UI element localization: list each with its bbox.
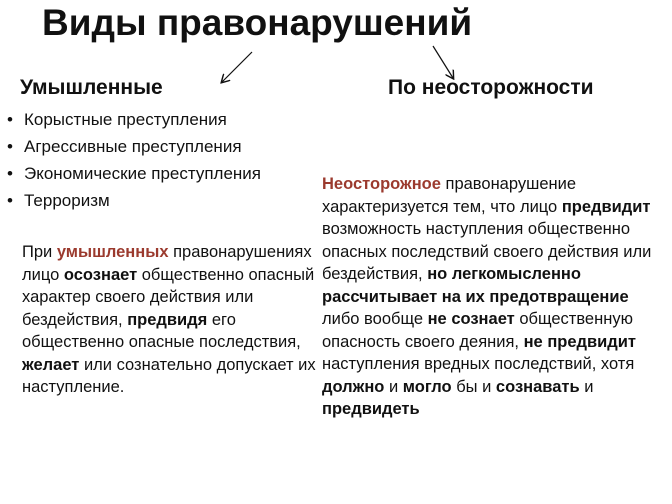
emphasis: должно — [322, 377, 385, 396]
emphasis: могло — [402, 377, 452, 396]
text: наступления вредных последствий, хотя — [322, 355, 635, 373]
emphasis: не сознает — [427, 310, 515, 328]
emphasis: предвидя — [127, 310, 208, 329]
text: правонарушениях лицо — [22, 243, 312, 284]
text: и — [579, 377, 594, 396]
text: бы и — [451, 377, 496, 396]
text: и — [384, 377, 403, 396]
emphasis: не предвидит — [523, 332, 636, 351]
term-negligent: Неосторожное — [322, 175, 441, 193]
arrow-left-icon — [222, 52, 252, 82]
text: его общественно опасные последствия, — [22, 310, 301, 351]
emphasis: предвидит — [561, 197, 651, 216]
intentional-definition — [22, 241, 322, 399]
text: правонарушение характеризуется тем, что лицо — [322, 175, 577, 216]
emphasis: но легкомысленно рассчитывает на их предотвращение — [322, 265, 629, 306]
term-intentional: умышленных — [56, 243, 169, 261]
text: возможность наступления общественно опасных последствий своего действия или бездействия, — [322, 220, 652, 283]
list-item: • Экономические преступления — [6, 160, 261, 187]
list-item: • Корыстные преступления — [6, 106, 261, 133]
bullet-list — [6, 106, 261, 214]
list-item: • Агрессивные преступления — [6, 133, 261, 160]
emphasis: осознает — [63, 265, 138, 284]
page-title: Виды правонарушений — [42, 2, 473, 43]
negligence-definition — [322, 173, 662, 421]
heading-intentional: Умышленные — [20, 76, 163, 99]
text: или сознательно допускает их наступление. — [22, 355, 316, 396]
emphasis: сознавать — [495, 377, 580, 396]
text: общественную опасность своего деяния, — [322, 310, 633, 351]
emphasis: желает — [22, 355, 80, 374]
text: При — [22, 243, 57, 261]
emphasis: предвидеть — [322, 400, 420, 418]
text: общественно опасный характер своего действия или бездействия, — [22, 265, 315, 329]
list-item: • Терроризм — [6, 187, 261, 214]
heading-negligence: По неосторожности — [388, 76, 594, 99]
arrow-right-icon — [433, 46, 453, 78]
text: либо вообще — [322, 310, 428, 328]
